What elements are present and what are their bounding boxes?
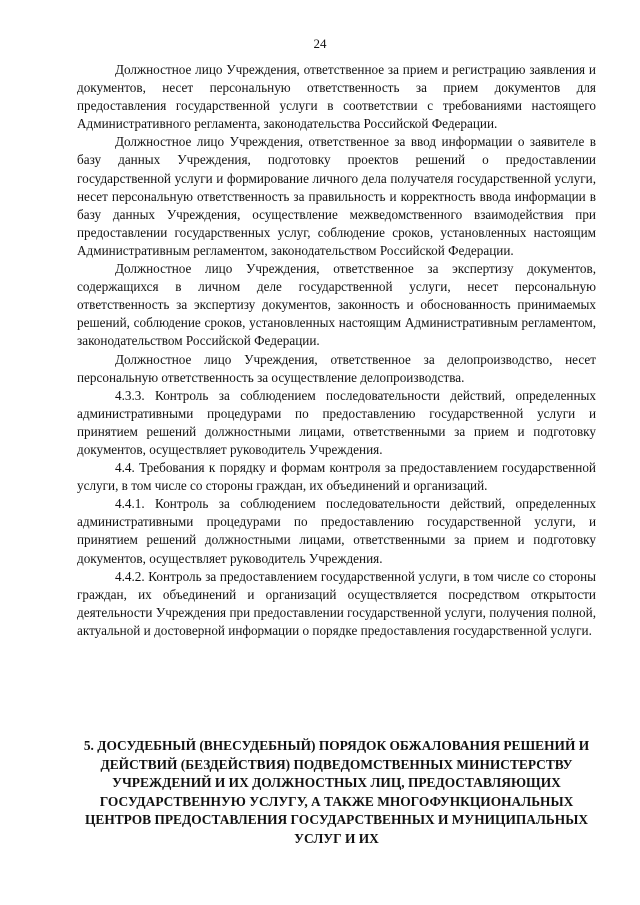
paragraph-4-3-3: 4.3.3. Контроль за соблюдением последовательности действий, определенных административными процедурами по предоставлению государственной услуги и принятием решений должностными лицами, ответственными за прием и подготовку документов, осуществляет руководитель Учреждения. [77,387,596,457]
paragraph-4-4: 4.4. Требования к порядку и формам контроля за предоставлением государственной услуги, в том числе со стороны граждан, их объединений и организаций. [77,460,596,494]
document-body [77,61,596,640]
paragraph-4-4-1: 4.4.1. Контроль за соблюдением последовательности действий, определенных административными процедурами по предоставлению государственной услуги, и принятием решений должностными лицами, ответственными за прием и подготовку документов, осуществляет руководитель Учреждения. [77,496,596,566]
page-number: 24 [313,36,327,51]
paragraph-expertise-officer: Должностное лицо Учреждения, ответственное за экспертизу документов, содержащихся в личном деле государственной услуги, несет персональную ответственность за экспертизу документов, законность и обоснованность принимаемых решений, соблюдение сроков, установленных настоящим Административным регламентом, законодательством Российской Федерации. [77,261,596,349]
section-5-heading: 5. ДОСУДЕБНЫЙ (ВНЕСУДЕБНЫЙ) ПОРЯДОК ОБЖАЛОВАНИЯ РЕШЕНИЙ И ДЕЙСТВИЙ (БЕЗДЕЙСТВИЯ) ПОДВЕДОМСТВЕННЫХ МИНИСТЕРСТВУ УЧРЕЖДЕНИЙ И ИХ ДОЛЖНОСТНЫХ ЛИЦ, ПРЕДОСТАВЛЯЮЩИХ ГОСУДАРСТВЕННУЮ УСЛУГУ, А ТАКЖЕ МНОГОФУНКЦИОНАЛЬНЫХ ЦЕНТРОВ ПРЕДОСТАВЛЕНИЯ ГОСУДАРСТВЕННЫХ И МУНИЦИПАЛЬНЫХ УСЛУГ И ИХ [83,738,590,846]
paragraph-4-4-2: 4.4.2. Контроль за предоставлением государственной услуги, в том числе со стороны граждан, их объединений и организаций осуществляется посредством открытости деятельности Учреждения при предоставлении государственной услуги, получения полной, актуальной и достоверной информации о порядке предоставления государственной услуги. [77,568,596,638]
paragraph-data-entry-officer: Должностное лицо Учреждения, ответственное за ввод информации о заявителе в базу данных Учреждения, подготовку проектов решений о предоставлении государственной услуги и формирование личного дела получателя государственной услуги, несет персональную ответственность за правильность и корректность ввода информации в базу данных Учреждения, осуществление межведомственного взаимодействия при предоставлении государственных услуг, соблюдение сроков, установленных настоящим Административным регламентом, законодательством Российской Федерации. [77,134,596,258]
paragraph-records-officer: Должностное лицо Учреждения, ответственное за делопроизводство, несет персональную ответственность за осуществление делопроизводства. [77,351,596,385]
paragraph-intake-officer: Должностное лицо Учреждения, ответственное за прием и регистрацию заявления и документов, несет персональную ответственность за прием документов для предоставления государственной услуги в соответствии с требованиями настоящего Административного регламента, законодательства Российской Федерации. [77,62,596,132]
